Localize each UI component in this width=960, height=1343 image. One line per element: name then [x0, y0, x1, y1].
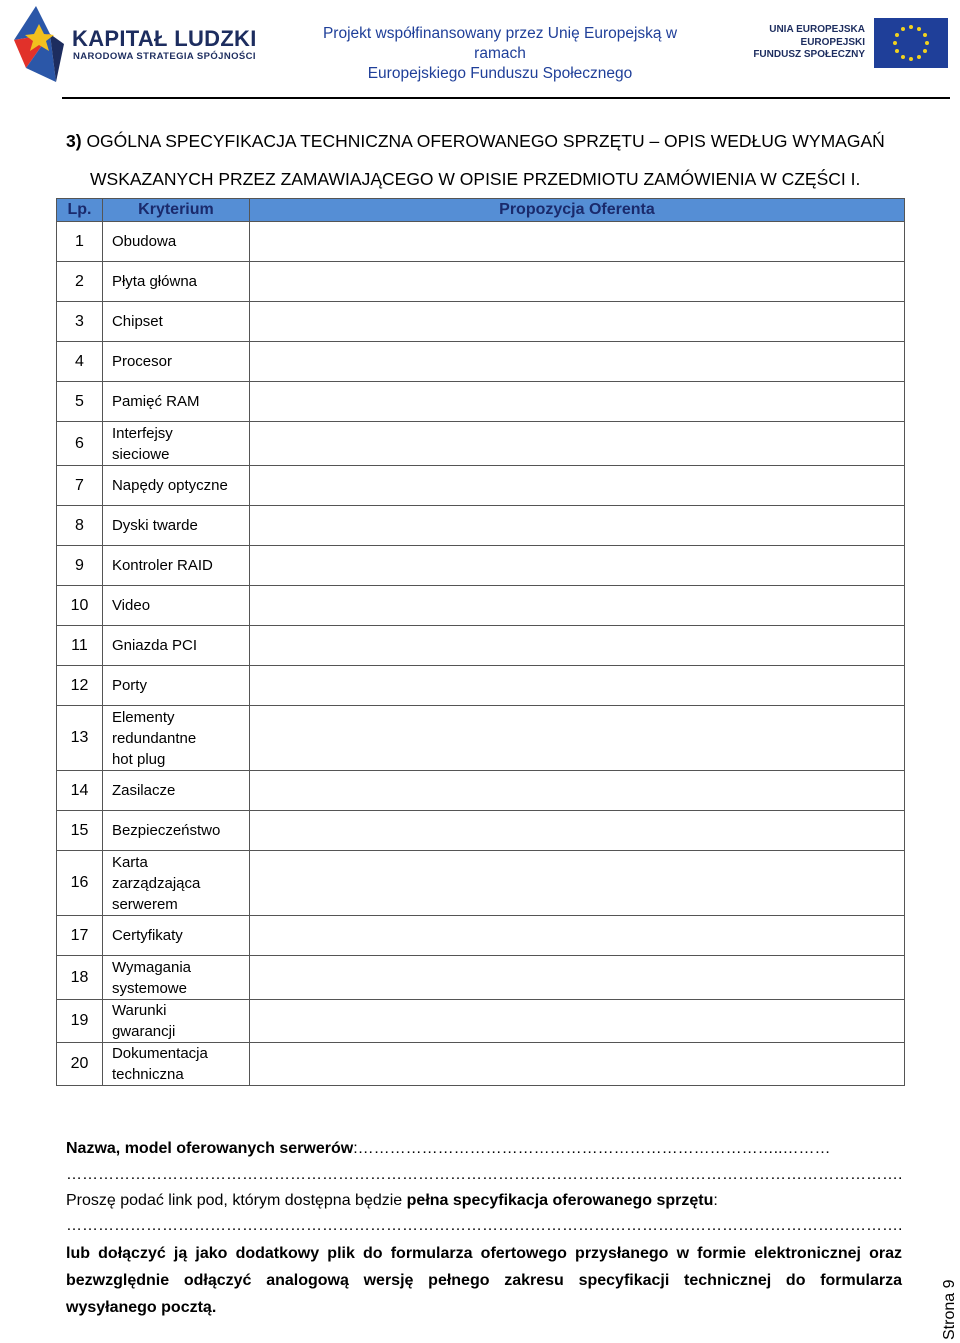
row-proposal-cell[interactable]	[249, 382, 904, 422]
table-row	[57, 342, 905, 382]
model-line	[66, 1140, 902, 1158]
eu-fund-text	[745, 24, 865, 62]
row-criterion: Elementy redundantne hot plug	[102, 706, 249, 771]
logo-title: KAPITAŁ LUDZKI	[72, 26, 257, 51]
row-number: 8	[57, 506, 103, 546]
header-divider	[62, 97, 950, 99]
dots-line-1[interactable]: ………………………………………………………………………………………………………………………………………….	[66, 1166, 902, 1183]
row-proposal-cell[interactable]	[249, 422, 904, 466]
row-criterion: Bezpieczeństwo	[102, 811, 249, 851]
row-proposal-cell[interactable]	[249, 1043, 904, 1086]
model-dots[interactable]: :……………………………………………………………………..………	[353, 1140, 831, 1157]
section-number: 3)	[66, 131, 82, 151]
row-proposal-cell[interactable]	[249, 262, 904, 302]
row-proposal-cell[interactable]	[249, 956, 904, 1000]
row-proposal-cell[interactable]	[249, 466, 904, 506]
row-number: 9	[57, 546, 103, 586]
row-criterion: Dokumentacja techniczna	[102, 1043, 249, 1086]
table-row	[57, 382, 905, 422]
project-line-1: Projekt współfinansowany przez Unię Europejską w ramach	[322, 25, 678, 62]
row-criterion: Gniazda PCI	[102, 626, 249, 666]
row-criterion: Warunki gwarancji	[102, 1000, 249, 1043]
row-number: 1	[57, 222, 103, 262]
row-proposal-cell[interactable]	[249, 916, 904, 956]
table-row	[57, 626, 905, 666]
row-number: 13	[57, 706, 103, 771]
link-suffix: :	[713, 1192, 718, 1209]
row-criterion: Płyta główna	[102, 262, 249, 302]
table-row	[57, 422, 905, 466]
table-row	[57, 1043, 905, 1086]
row-number: 17	[57, 916, 103, 956]
row-proposal-cell[interactable]	[249, 706, 904, 771]
table-row	[57, 506, 905, 546]
eu-line-3: FUNDUSZ SPOŁECZNY	[753, 49, 865, 60]
row-proposal-cell[interactable]	[249, 302, 904, 342]
row-proposal-cell[interactable]	[249, 626, 904, 666]
table-row	[57, 466, 905, 506]
row-proposal-cell[interactable]	[249, 586, 904, 626]
table-row	[57, 222, 905, 262]
link-prefix: Proszę podać link pod, którym dostępna będzie	[66, 1192, 407, 1209]
page-header	[0, 0, 960, 100]
row-number: 12	[57, 666, 103, 706]
table-row	[57, 1000, 905, 1043]
row-proposal-cell[interactable]	[249, 851, 904, 916]
row-criterion: Dyski twarde	[102, 506, 249, 546]
table-header-row	[57, 199, 905, 222]
table-row	[57, 771, 905, 811]
header-propozycja: Propozycja Oferenta	[249, 199, 904, 222]
project-line-2: Europejskiego Funduszu Społecznego	[367, 65, 633, 82]
row-criterion: Napędy optyczne	[102, 466, 249, 506]
row-criterion: Pamięć RAM	[102, 382, 249, 422]
row-number: 14	[57, 771, 103, 811]
row-criterion: Porty	[102, 666, 249, 706]
eu-line-2: EUROPEJSKI	[800, 36, 865, 48]
dots-line-2[interactable]: ………………………………………………………………………………………………………………………………………….	[66, 1217, 902, 1234]
table-row	[57, 666, 905, 706]
section-title-line-1: OGÓLNA SPECYFIKACJA TECHNICZNA OFEROWANEGO SPRZĘTU – OPIS WEDŁUG WYMAGAŃ	[86, 131, 885, 151]
eu-flag-icon	[874, 18, 948, 68]
table-row	[57, 546, 905, 586]
row-number: 16	[57, 851, 103, 916]
row-number: 4	[57, 342, 103, 382]
header-lp: Lp.	[57, 199, 103, 222]
table-row	[57, 262, 905, 302]
row-number: 6	[57, 422, 103, 466]
row-number: 18	[57, 956, 103, 1000]
row-criterion: Wymagania systemowe	[102, 956, 249, 1000]
row-number: 2	[57, 262, 103, 302]
table-row	[57, 586, 905, 626]
header-kryterium: Kryterium	[102, 199, 249, 222]
row-proposal-cell[interactable]	[249, 222, 904, 262]
row-criterion: Chipset	[102, 302, 249, 342]
row-number: 7	[57, 466, 103, 506]
row-proposal-cell[interactable]	[249, 1000, 904, 1043]
table-row	[57, 956, 905, 1000]
row-number: 15	[57, 811, 103, 851]
model-label: Nazwa, model oferowanych serwerów	[66, 1140, 354, 1157]
row-proposal-cell[interactable]	[249, 546, 904, 586]
final-instruction: lub dołączyć ją jako dodatkowy plik do formularza ofertowego przysłanego w formie elektronicznej oraz bezwzględnie odłączyć analogową wersję pełnego zakresu specyfikacji technicznej do formularza wysyłanego pocztą.	[66, 1245, 902, 1316]
row-number: 19	[57, 1000, 103, 1043]
row-number: 5	[57, 382, 103, 422]
table-row	[57, 706, 905, 771]
row-number: 3	[57, 302, 103, 342]
logo-subtitle: NARODOWA STRATEGIA SPÓJNOŚCI	[73, 51, 256, 62]
table-row	[57, 851, 905, 916]
table-row	[57, 916, 905, 956]
row-proposal-cell[interactable]	[249, 666, 904, 706]
row-criterion: Procesor	[102, 342, 249, 382]
row-criterion: Interfejsy sieciowe	[102, 422, 249, 466]
spec-table	[56, 198, 905, 1086]
link-instruction	[66, 1192, 902, 1210]
section-title-line-2: WSKAZANYCH PRZEZ ZAMAWIAJĄCEGO W OPISIE PRZEDMIOTU ZAMÓWIENIA W CZĘŚCI I.	[90, 169, 861, 189]
row-criterion: Video	[102, 586, 249, 626]
row-criterion: Certyfikaty	[102, 916, 249, 956]
row-number: 11	[57, 626, 103, 666]
row-criterion: Obudowa	[102, 222, 249, 262]
project-cofinancing-text	[300, 24, 700, 84]
eu-line-1: UNIA EUROPEJSKA	[769, 24, 865, 35]
row-number: 10	[57, 586, 103, 626]
row-number: 20	[57, 1043, 103, 1086]
table-row	[57, 302, 905, 342]
page-number-label: Strona 9	[941, 1279, 958, 1340]
section-title	[66, 122, 926, 198]
row-proposal-cell[interactable]	[249, 771, 904, 811]
row-proposal-cell[interactable]	[249, 506, 904, 546]
table-row	[57, 811, 905, 851]
row-criterion: Kontroler RAID	[102, 546, 249, 586]
link-bold: pełna specyfikacja oferowanego sprzętu	[406, 1192, 714, 1209]
row-proposal-cell[interactable]	[249, 342, 904, 382]
row-criterion: Zasilacze	[102, 771, 249, 811]
row-criterion: Karta zarządzająca serwerem	[102, 851, 249, 916]
row-proposal-cell[interactable]	[249, 811, 904, 851]
